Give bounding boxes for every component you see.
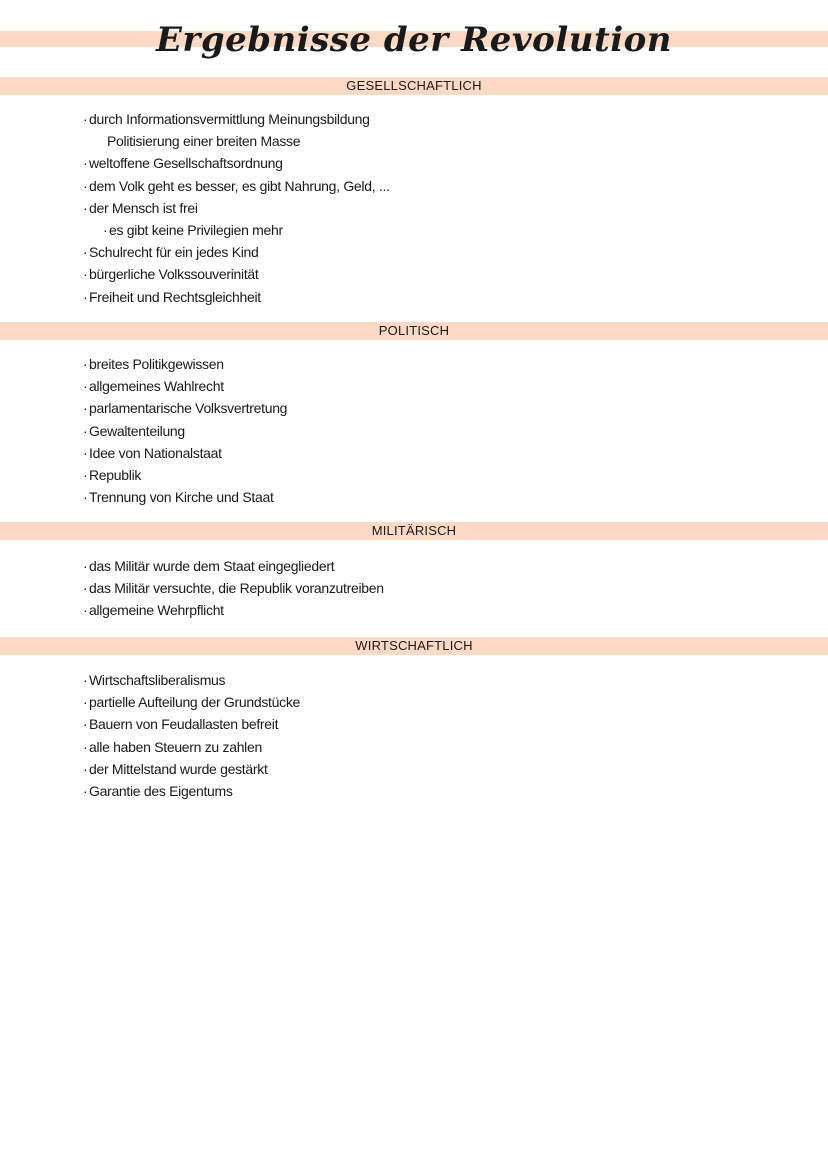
- list-item: [83, 397, 287, 419]
- list-item-text: Schulrecht für ein jedes Kind: [89, 244, 259, 261]
- list-item-text: allgemeines Wahlrecht: [89, 378, 224, 395]
- list-item: [83, 599, 384, 621]
- list-item: [83, 464, 287, 486]
- list-militaerisch: [83, 555, 384, 622]
- bullet: ·: [83, 760, 88, 777]
- bullet: ·: [83, 111, 88, 127]
- list-item-text: durch Informationsvermittlung Meinungsbildung: [89, 111, 370, 127]
- list-gesellschaftlich: [83, 108, 390, 308]
- list-item: [83, 152, 390, 174]
- list-item-text: weltoffene Gesellschaftsordnung: [89, 155, 283, 172]
- list-item-text: parlamentarische Volksvertretung: [89, 400, 288, 417]
- list-item: [83, 691, 300, 713]
- bullet: ·: [83, 716, 88, 733]
- list-item: [83, 669, 300, 691]
- bullet: ·: [83, 422, 88, 439]
- list-item: [83, 241, 390, 263]
- bullet: ·: [83, 266, 88, 283]
- list-item: [83, 420, 287, 442]
- list-item-text: Idee von Nationalstaat: [89, 444, 222, 461]
- list-item-text: alle haben Steuern zu zahlen: [89, 738, 262, 755]
- list-item: [83, 175, 390, 197]
- bullet: ·: [83, 444, 88, 461]
- bullet: ·: [83, 602, 88, 619]
- bullet: ·: [83, 356, 88, 372]
- page-title: Ergebnisse der Revolution: [155, 20, 673, 60]
- list-item-text: Freiheit und Rechtsgleichheit: [89, 288, 261, 305]
- list-item: [83, 713, 300, 735]
- list-item-text: bürgerliche Volkssouverinität: [89, 266, 259, 283]
- bullet: ·: [83, 672, 88, 688]
- list-item: [83, 375, 287, 397]
- list-item-text: Gewaltenteilung: [89, 422, 185, 439]
- list-item-text: der Mittelstand wurde gestärkt: [89, 760, 268, 777]
- list-item-text: es gibt keine Privilegien mehr: [109, 221, 283, 238]
- list-item: [83, 555, 384, 577]
- bullet: ·: [103, 221, 108, 238]
- list-item: [83, 286, 390, 308]
- list-item-text: Trennung von Kirche und Staat: [89, 489, 274, 506]
- list-item-text: Bauern von Feudallasten befreit: [89, 716, 279, 733]
- list-item: [83, 263, 390, 285]
- list-item: [83, 486, 287, 508]
- list-item: [83, 353, 287, 375]
- list-item-text: Garantie des Eigentums: [89, 782, 233, 799]
- list-wirtschaftlich: [83, 669, 300, 802]
- bullet: ·: [83, 244, 88, 261]
- list-item-text: partielle Aufteilung der Grundstücke: [89, 694, 300, 711]
- bullet: ·: [83, 288, 88, 305]
- list-item: [83, 130, 390, 152]
- list-item-text: das Militär versuchte, die Republik voranzutreiben: [89, 580, 384, 597]
- list-item: [83, 780, 300, 802]
- list-item: [83, 758, 300, 780]
- list-item: [83, 197, 390, 219]
- bullet: ·: [83, 489, 88, 506]
- list-item: [83, 442, 287, 464]
- list-politisch: [83, 353, 287, 508]
- list-item: [83, 736, 300, 758]
- bullet: ·: [83, 199, 88, 216]
- list-item-text: der Mensch ist frei: [89, 199, 198, 216]
- list-item-text: breites Politikgewissen: [89, 356, 224, 372]
- list-item-text: Republik: [89, 466, 142, 483]
- list-item: [83, 219, 390, 241]
- bullet: ·: [83, 378, 88, 395]
- list-item: [83, 108, 390, 130]
- bullet: ·: [83, 558, 88, 574]
- section-heading-wirtschaftlich: WIRTSCHAFTLICH: [0, 637, 828, 655]
- list-item-text: das Militär wurde dem Staat eingegliedert: [89, 558, 335, 574]
- list-item-text: allgemeine Wehrpflicht: [89, 602, 224, 619]
- bullet: ·: [83, 177, 88, 194]
- list-item-text: Wirtschaftsliberalismus: [89, 672, 226, 688]
- list-item-text: dem Volk geht es besser, es gibt Nahrung, Geld, ...: [89, 177, 390, 194]
- bullet: ·: [83, 738, 88, 755]
- bullet: ·: [83, 580, 88, 597]
- list-item: [83, 577, 384, 599]
- bullet: ·: [83, 782, 88, 799]
- bullet: ·: [83, 466, 88, 483]
- section-heading-gesellschaftlich: GESELLSCHAFTLICH: [0, 77, 828, 95]
- bullet: ·: [83, 400, 88, 417]
- bullet: ·: [83, 155, 88, 172]
- bullet: ·: [83, 694, 88, 711]
- section-heading-militaerisch: MILITÄRISCH: [0, 522, 828, 540]
- list-item-text: Politisierung einer breiten Masse: [107, 133, 301, 150]
- section-heading-politisch: POLITISCH: [0, 322, 828, 340]
